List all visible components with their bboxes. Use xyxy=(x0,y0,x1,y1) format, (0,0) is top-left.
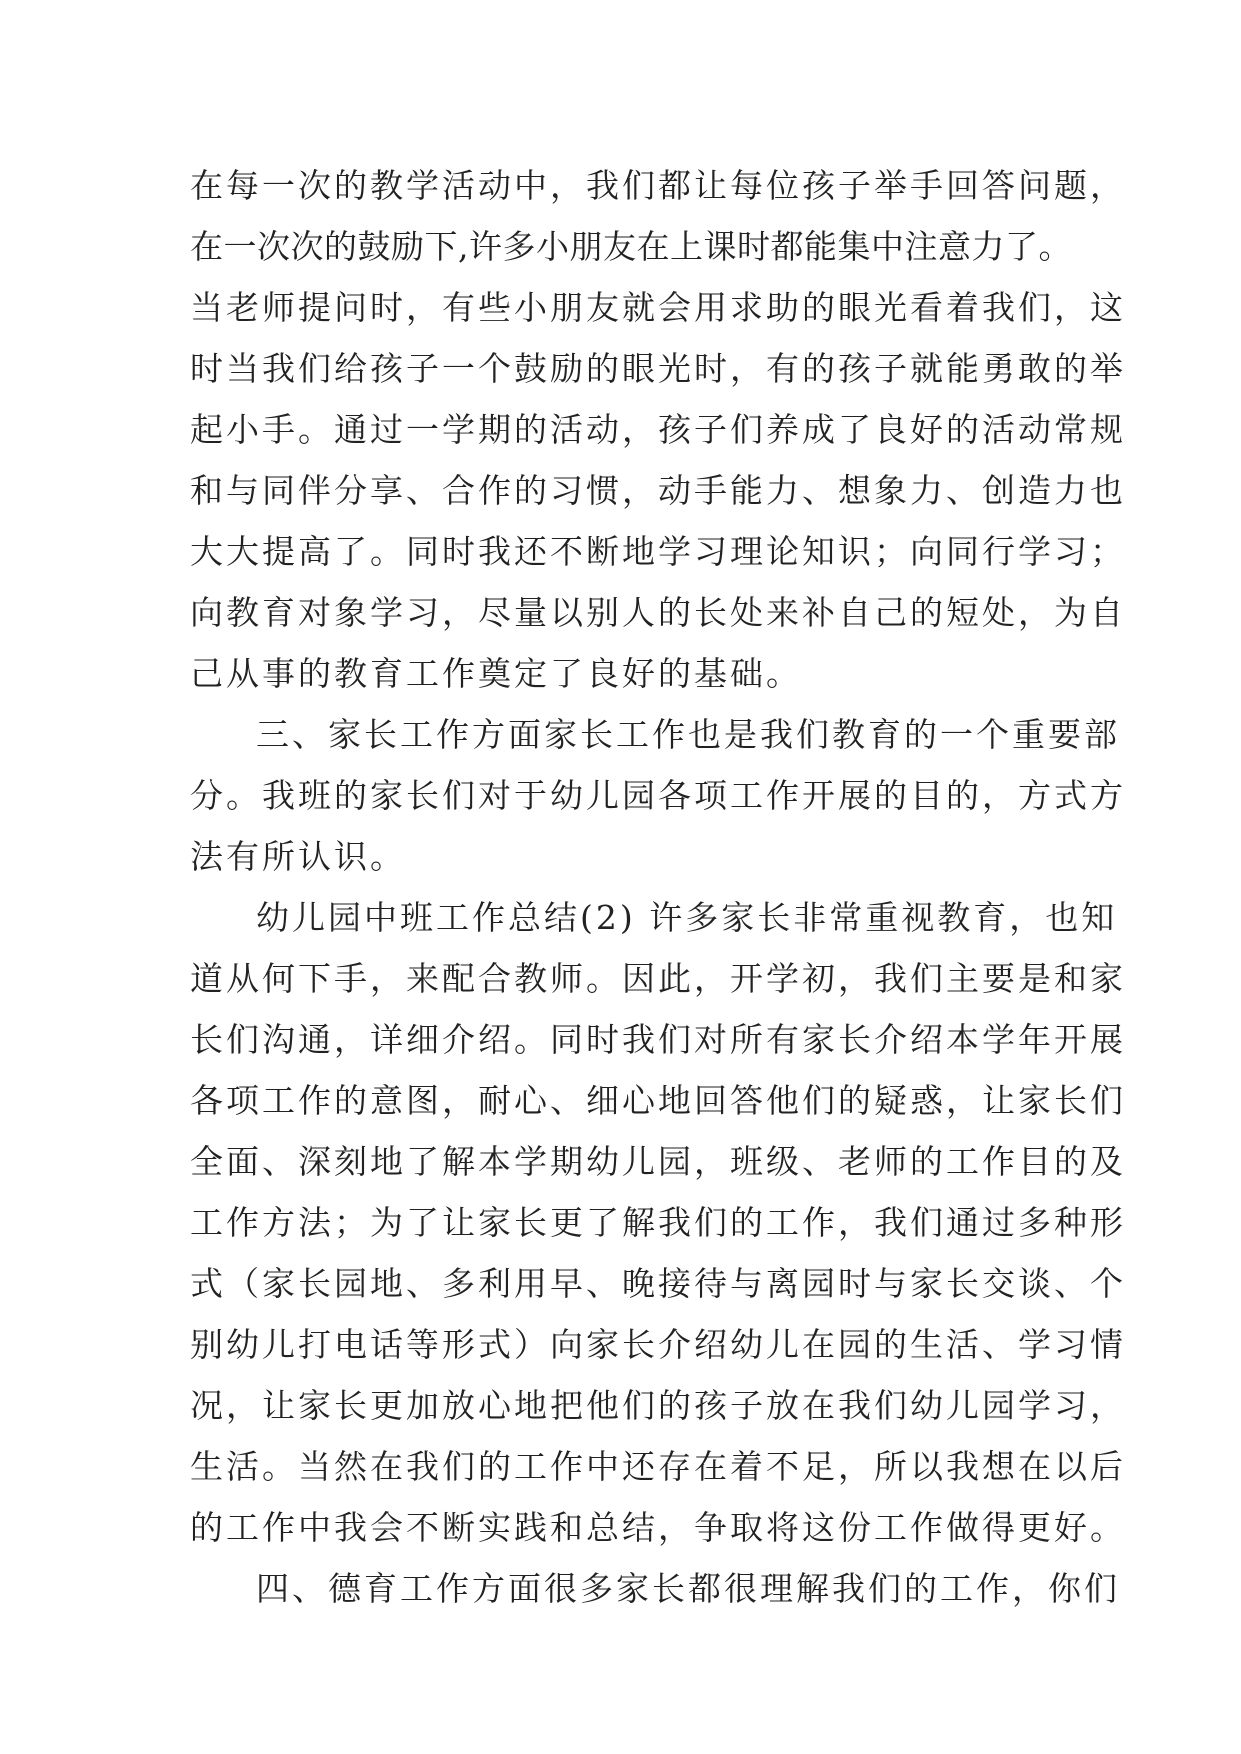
text-line: 三、家长工作方面家长工作也是我们教育的一个重要部 xyxy=(256,715,1120,754)
text-line: 幼儿园中班工作总结(2) 许多家长非常重视教育，也知 xyxy=(256,898,1118,937)
text-line: 和与同伴分享、合作的习惯，动手能力、想象力、创造力也 xyxy=(190,471,1126,510)
text-line: 况，让家长更加放心地把他们的孩子放在我们幼儿园学习， xyxy=(190,1386,1126,1425)
text-line: 分。我班的家长们对于幼儿园各项工作开展的目的，方式方 xyxy=(190,776,1126,815)
text-line: 各项工作的意图，耐心、细心地回答他们的疑惑，让家长们 xyxy=(190,1081,1126,1120)
text-line: 长们沟通，详细介绍。同时我们对所有家长介绍本学年开展 xyxy=(190,1020,1126,1059)
text-line: 工作方法；为了让家长更了解我们的工作，我们通过多种形 xyxy=(190,1203,1126,1242)
text-line: 全面、深刻地了解本学期幼儿园，班级、老师的工作目的及 xyxy=(190,1142,1126,1181)
text-line: 当老师提问时，有些小朋友就会用求助的眼光看着我们，这 xyxy=(190,288,1126,327)
body-text xyxy=(190,155,1126,1619)
text-line: 在一次次的鼓励下,许多小朋友在上课时都能集中注意力了。 xyxy=(190,227,1072,266)
text-line: 的工作中我会不断实践和总结，争取将这份工作做得更好。 xyxy=(190,1508,1126,1547)
text-line: 四、德育工作方面很多家长都很理解我们的工作，你们 xyxy=(256,1569,1120,1608)
text-line: 在每一次的教学活动中，我们都让每位孩子举手回答问题， xyxy=(190,166,1126,205)
text-line: 法有所认识。 xyxy=(190,837,406,876)
text-line: 式（家长园地、多利用早、晚接待与离园时与家长交谈、个 xyxy=(190,1264,1126,1303)
text-line: 向教育对象学习，尽量以别人的长处来补自己的短处，为自 xyxy=(190,593,1126,632)
text-line: 时当我们给孩子一个鼓励的眼光时，有的孩子就能勇敢的举 xyxy=(190,349,1126,388)
text-line: 别幼儿打电话等形式）向家长介绍幼儿在园的生活、学习情 xyxy=(190,1325,1126,1364)
text-line: 己从事的教育工作奠定了良好的基础。 xyxy=(190,654,802,693)
text-line: 生活。当然在我们的工作中还存在着不足，所以我想在以后 xyxy=(190,1447,1126,1486)
text-line: 道从何下手，来配合教师。因此，开学初，我们主要是和家 xyxy=(190,959,1126,998)
text-line: 起小手。通过一学期的活动，孩子们养成了良好的活动常规 xyxy=(190,410,1126,449)
text-line: 大大提高了。同时我还不断地学习理论知识；向同行学习； xyxy=(190,532,1126,571)
